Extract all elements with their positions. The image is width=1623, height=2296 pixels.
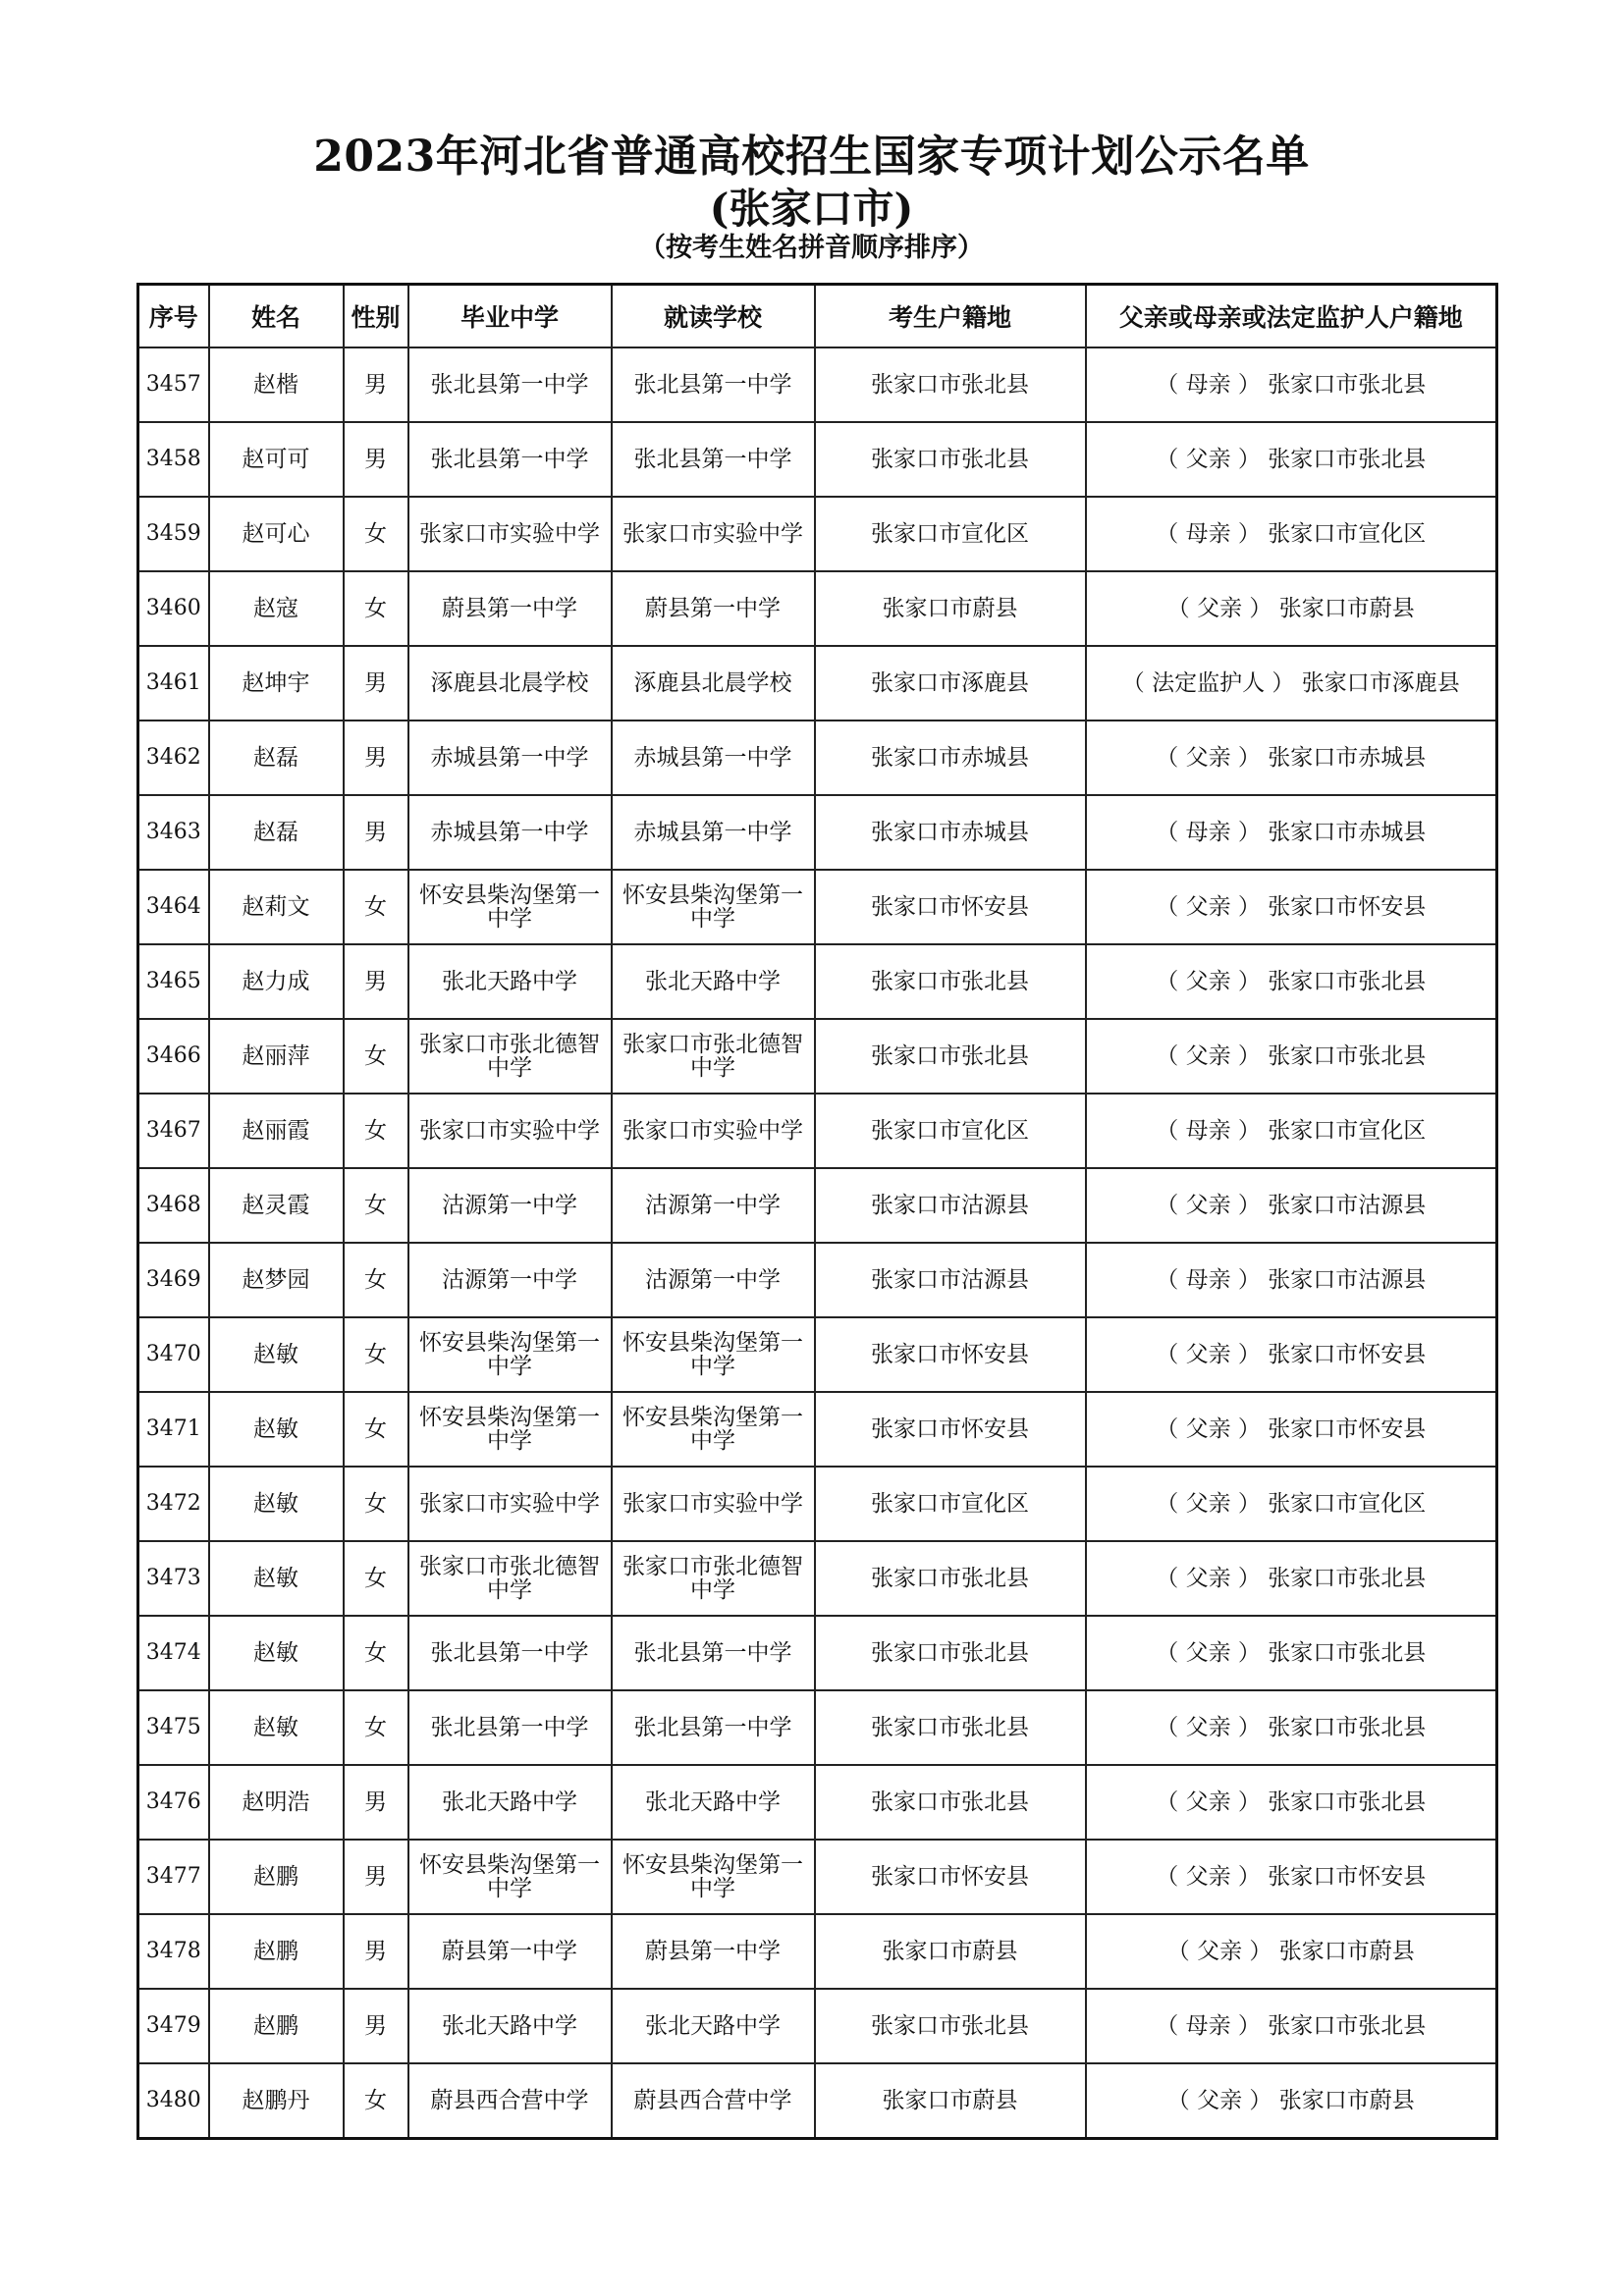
cell-current-school: 沽源第一中学 [612,1168,815,1243]
cell-name: 赵鹏 [209,1914,344,1989]
table-row [138,944,1497,1019]
cell-graduation-school: 张北县第一中学 [408,422,612,497]
cell-current-school: 怀安县柴沟堡第一中学 [612,1392,815,1467]
cell-current-school: 张北县第一中学 [612,1690,815,1765]
cell-name: 赵丽萍 [209,1019,344,1094]
cell-gender: 女 [344,1243,408,1317]
cell-guardian-hukou: （ 父亲 ） 张家口市怀安县 [1086,1392,1497,1467]
cell-student-hukou: 张家口市宣化区 [815,1094,1086,1168]
cell-student-hukou: 张家口市张北县 [815,422,1086,497]
cell-graduation-school: 张家口市张北德智中学 [408,1541,612,1616]
cell-student-hukou: 张家口市张北县 [815,1616,1086,1690]
cell-graduation-school: 赤城县第一中学 [408,721,612,795]
cell-graduation-school: 张北县第一中学 [408,347,612,422]
cell-guardian-hukou: （ 母亲 ） 张家口市宣化区 [1086,497,1497,571]
roster-table [136,283,1498,2140]
cell-seq: 3471 [138,1392,209,1467]
cell-student-hukou: 张家口市张北县 [815,1765,1086,1840]
cell-graduation-school: 蔚县第一中学 [408,1914,612,1989]
cell-gender: 男 [344,1840,408,1914]
cell-student-hukou: 张家口市张北县 [815,944,1086,1019]
cell-graduation-school: 张家口市实验中学 [408,1094,612,1168]
cell-student-hukou: 张家口市蔚县 [815,1914,1086,1989]
cell-student-hukou: 张家口市赤城县 [815,795,1086,870]
cell-seq: 3457 [138,347,209,422]
cell-current-school: 蔚县西合营中学 [612,2063,815,2139]
cell-student-hukou: 张家口市赤城县 [815,721,1086,795]
cell-current-school: 赤城县第一中学 [612,721,815,795]
cell-graduation-school: 怀安县柴沟堡第一中学 [408,1840,612,1914]
cell-graduation-school: 怀安县柴沟堡第一中学 [408,1392,612,1467]
cell-current-school: 赤城县第一中学 [612,795,815,870]
cell-graduation-school: 张家口市张北德智中学 [408,1019,612,1094]
cell-student-hukou: 张家口市蔚县 [815,2063,1086,2139]
table-row [138,1243,1497,1317]
header-name: 姓名 [209,285,344,348]
table-row [138,1914,1497,1989]
cell-guardian-hukou: （ 父亲 ） 张家口市张北县 [1086,422,1497,497]
cell-name: 赵敏 [209,1467,344,1541]
cell-guardian-hukou: （ 父亲 ） 张家口市怀安县 [1086,1840,1497,1914]
cell-guardian-hukou: （ 父亲 ） 张家口市蔚县 [1086,571,1497,646]
cell-current-school: 蔚县第一中学 [612,571,815,646]
cell-gender: 女 [344,1616,408,1690]
cell-gender: 女 [344,571,408,646]
cell-name: 赵可心 [209,497,344,571]
cell-name: 赵力成 [209,944,344,1019]
cell-gender: 女 [344,1392,408,1467]
cell-graduation-school: 张家口市实验中学 [408,1467,612,1541]
cell-name: 赵磊 [209,795,344,870]
cell-seq: 3465 [138,944,209,1019]
cell-guardian-hukou: （ 父亲 ） 张家口市沽源县 [1086,1168,1497,1243]
cell-gender: 女 [344,497,408,571]
table-row [138,347,1497,422]
table-row [138,795,1497,870]
cell-name: 赵磊 [209,721,344,795]
cell-current-school: 张北县第一中学 [612,1616,815,1690]
cell-current-school: 怀安县柴沟堡第一中学 [612,870,815,944]
cell-name: 赵坤宇 [209,646,344,721]
cell-gender: 女 [344,870,408,944]
cell-name: 赵梦园 [209,1243,344,1317]
cell-gender: 女 [344,1094,408,1168]
cell-gender: 女 [344,2063,408,2139]
cell-name: 赵楷 [209,347,344,422]
cell-seq: 3470 [138,1317,209,1392]
cell-guardian-hukou: （ 父亲 ） 张家口市蔚县 [1086,1914,1497,1989]
cell-gender: 男 [344,347,408,422]
cell-gender: 女 [344,1317,408,1392]
document-subtitle: (张家口市) [709,185,914,233]
cell-current-school: 涿鹿县北晨学校 [612,646,815,721]
cell-name: 赵敏 [209,1690,344,1765]
cell-guardian-hukou: （ 父亲 ） 张家口市赤城县 [1086,721,1497,795]
cell-gender: 男 [344,1765,408,1840]
cell-current-school: 张北天路中学 [612,1989,815,2063]
roster-body [138,347,1497,2139]
cell-student-hukou: 张家口市宣化区 [815,1467,1086,1541]
document-title: 2023年河北省普通高校招生国家专项计划公示名单 [313,132,1310,182]
table-row [138,1392,1497,1467]
cell-guardian-hukou: （ 父亲 ） 张家口市张北县 [1086,1019,1497,1094]
cell-seq: 3474 [138,1616,209,1690]
cell-seq: 3473 [138,1541,209,1616]
cell-gender: 男 [344,1914,408,1989]
cell-seq: 3475 [138,1690,209,1765]
cell-gender: 女 [344,1467,408,1541]
cell-seq: 3461 [138,646,209,721]
cell-seq: 3459 [138,497,209,571]
cell-name: 赵寇 [209,571,344,646]
cell-guardian-hukou: （ 父亲 ） 张家口市怀安县 [1086,870,1497,944]
cell-guardian-hukou: （ 母亲 ） 张家口市张北县 [1086,1989,1497,2063]
cell-name: 赵鹏 [209,1989,344,2063]
cell-student-hukou: 张家口市怀安县 [815,1392,1086,1467]
cell-seq: 3479 [138,1989,209,2063]
cell-current-school: 蔚县第一中学 [612,1914,815,1989]
cell-gender: 女 [344,1168,408,1243]
cell-guardian-hukou: （ 父亲 ） 张家口市张北县 [1086,944,1497,1019]
cell-current-school: 张北县第一中学 [612,347,815,422]
cell-student-hukou: 张家口市张北县 [815,1690,1086,1765]
cell-graduation-school: 赤城县第一中学 [408,795,612,870]
cell-student-hukou: 张家口市沽源县 [815,1168,1086,1243]
cell-seq: 3462 [138,721,209,795]
cell-guardian-hukou: （ 父亲 ） 张家口市张北县 [1086,1690,1497,1765]
cell-gender: 男 [344,944,408,1019]
cell-seq: 3466 [138,1019,209,1094]
cell-guardian-hukou: （ 父亲 ） 张家口市蔚县 [1086,2063,1497,2139]
cell-seq: 3480 [138,2063,209,2139]
header-row [138,285,1497,348]
cell-graduation-school: 涿鹿县北晨学校 [408,646,612,721]
cell-gender: 男 [344,422,408,497]
cell-current-school: 怀安县柴沟堡第一中学 [612,1840,815,1914]
cell-gender: 男 [344,721,408,795]
table-row [138,1168,1497,1243]
header-current-school: 就读学校 [612,285,815,348]
cell-guardian-hukou: （ 法定监护人 ） 张家口市涿鹿县 [1086,646,1497,721]
cell-student-hukou: 张家口市怀安县 [815,1840,1086,1914]
cell-name: 赵丽霞 [209,1094,344,1168]
cell-seq: 3476 [138,1765,209,1840]
cell-name: 赵敏 [209,1616,344,1690]
header-guardian-hukou: 父亲或母亲或法定监护人户籍地 [1086,285,1497,348]
cell-guardian-hukou: （ 母亲 ） 张家口市赤城县 [1086,795,1497,870]
cell-guardian-hukou: （ 母亲 ） 张家口市张北县 [1086,347,1497,422]
table-row [138,1094,1497,1168]
header-gender: 性别 [344,285,408,348]
cell-graduation-school: 沽源第一中学 [408,1168,612,1243]
cell-seq: 3469 [138,1243,209,1317]
table-row [138,721,1497,795]
table-row [138,1840,1497,1914]
cell-graduation-school: 张北县第一中学 [408,1690,612,1765]
table-row [138,646,1497,721]
table-row [138,1317,1497,1392]
table-row [138,1467,1497,1541]
cell-name: 赵可可 [209,422,344,497]
cell-guardian-hukou: （ 父亲 ） 张家口市怀安县 [1086,1317,1497,1392]
cell-current-school: 张家口市实验中学 [612,1094,815,1168]
cell-seq: 3463 [138,795,209,870]
cell-graduation-school: 张家口市实验中学 [408,497,612,571]
cell-gender: 女 [344,1541,408,1616]
table-row [138,422,1497,497]
table-row [138,1765,1497,1840]
cell-current-school: 张北县第一中学 [612,422,815,497]
cell-guardian-hukou: （ 父亲 ） 张家口市张北县 [1086,1765,1497,1840]
cell-student-hukou: 张家口市蔚县 [815,571,1086,646]
cell-graduation-school: 蔚县西合营中学 [408,2063,612,2139]
cell-student-hukou: 张家口市沽源县 [815,1243,1086,1317]
cell-guardian-hukou: （ 父亲 ） 张家口市宣化区 [1086,1467,1497,1541]
cell-seq: 3464 [138,870,209,944]
cell-gender: 男 [344,646,408,721]
cell-student-hukou: 张家口市张北县 [815,347,1086,422]
table-row [138,1690,1497,1765]
cell-seq: 3478 [138,1914,209,1989]
cell-name: 赵敏 [209,1392,344,1467]
cell-name: 赵灵霞 [209,1168,344,1243]
cell-graduation-school: 怀安县柴沟堡第一中学 [408,870,612,944]
header-graduation-school: 毕业中学 [408,285,612,348]
cell-graduation-school: 怀安县柴沟堡第一中学 [408,1317,612,1392]
cell-gender: 女 [344,1690,408,1765]
cell-graduation-school: 沽源第一中学 [408,1243,612,1317]
table-row [138,1019,1497,1094]
cell-seq: 3460 [138,571,209,646]
cell-current-school: 张北天路中学 [612,944,815,1019]
table-row [138,870,1497,944]
table-row [138,1616,1497,1690]
cell-graduation-school: 张北县第一中学 [408,1616,612,1690]
cell-current-school: 张家口市实验中学 [612,1467,815,1541]
cell-current-school: 怀安县柴沟堡第一中学 [612,1317,815,1392]
cell-student-hukou: 张家口市张北县 [815,1989,1086,2063]
table-row [138,571,1497,646]
cell-name: 赵莉文 [209,870,344,944]
header-student-hukou: 考生户籍地 [815,285,1086,348]
cell-name: 赵鹏 [209,1840,344,1914]
cell-name: 赵鹏丹 [209,2063,344,2139]
cell-guardian-hukou: （ 母亲 ） 张家口市沽源县 [1086,1243,1497,1317]
cell-current-school: 张北天路中学 [612,1765,815,1840]
cell-student-hukou: 张家口市张北县 [815,1541,1086,1616]
cell-current-school: 张家口市实验中学 [612,497,815,571]
sort-note: （按考生姓名拼音顺序排序） [639,233,984,263]
cell-name: 赵敏 [209,1541,344,1616]
cell-student-hukou: 张家口市怀安县 [815,870,1086,944]
cell-graduation-school: 蔚县第一中学 [408,571,612,646]
cell-graduation-school: 张北天路中学 [408,944,612,1019]
cell-seq: 3477 [138,1840,209,1914]
cell-name: 赵敏 [209,1317,344,1392]
cell-guardian-hukou: （ 母亲 ） 张家口市宣化区 [1086,1094,1497,1168]
cell-current-school: 张家口市张北德智中学 [612,1541,815,1616]
cell-current-school: 张家口市张北德智中学 [612,1019,815,1094]
cell-guardian-hukou: （ 父亲 ） 张家口市张北县 [1086,1541,1497,1616]
cell-name: 赵明浩 [209,1765,344,1840]
table-row [138,497,1497,571]
cell-gender: 男 [344,1989,408,2063]
cell-student-hukou: 张家口市张北县 [815,1019,1086,1094]
cell-student-hukou: 张家口市涿鹿县 [815,646,1086,721]
cell-student-hukou: 张家口市怀安县 [815,1317,1086,1392]
cell-guardian-hukou: （ 父亲 ） 张家口市张北县 [1086,1616,1497,1690]
table-row [138,1989,1497,2063]
header-seq: 序号 [138,285,209,348]
cell-student-hukou: 张家口市宣化区 [815,497,1086,571]
cell-gender: 女 [344,1019,408,1094]
cell-graduation-school: 张北天路中学 [408,1989,612,2063]
cell-current-school: 沽源第一中学 [612,1243,815,1317]
table-row [138,2063,1497,2139]
table-row [138,1541,1497,1616]
cell-seq: 3472 [138,1467,209,1541]
cell-gender: 男 [344,795,408,870]
cell-seq: 3468 [138,1168,209,1243]
cell-graduation-school: 张北天路中学 [408,1765,612,1840]
cell-seq: 3458 [138,422,209,497]
cell-seq: 3467 [138,1094,209,1168]
